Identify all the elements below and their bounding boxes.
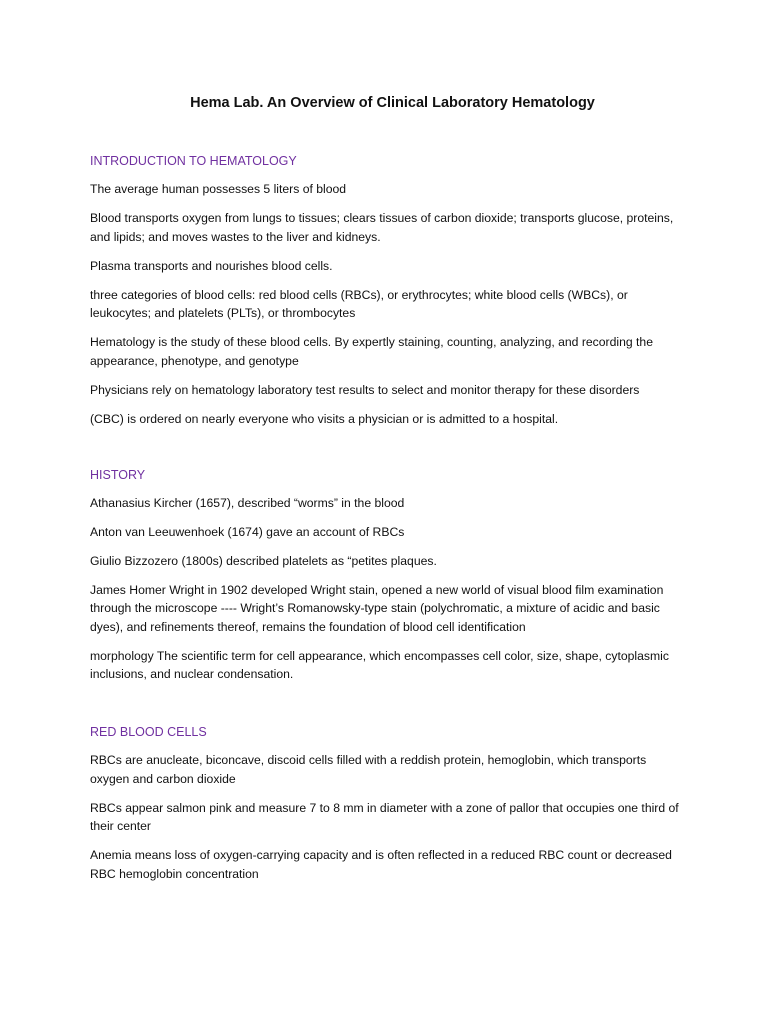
- paragraph: Hematology is the study of these blood cells. By expertly staining, counting, analyzing, and recording the appearance, phenotype, and genotype: [90, 335, 653, 368]
- section-history: [90, 467, 685, 684]
- paragraph: The average human possesses 5 liters of blood: [90, 182, 347, 196]
- paragraph: Athanasius Kircher (1657), described “worms” in the blood: [90, 495, 405, 510]
- paragraph: morphology The scientific term for cell appearance, which encompasses cell color, size, shape, cytoplasmic inclusions, and nuclear condensation.: [90, 648, 669, 681]
- paragraph: three categories of blood cells: red blood cells (RBCs), or erythrocytes; white blood cells (WBCs), or leukocytes; and platelets (PLTs), or thrombocytes: [90, 287, 628, 320]
- section-heading-introduction: INTRODUCTION TO HEMATOLOGY: [90, 154, 297, 168]
- section-spacer: [90, 439, 685, 467]
- paragraph: (CBC) is ordered on nearly everyone who visits a physician or is admitted to a hospital.: [90, 411, 559, 426]
- paragraph: Physicians rely on hematology laboratory test results to select and monitor therapy for these disorders: [90, 382, 640, 397]
- section-heading-red-blood-cells: RED BLOOD CELLS: [90, 725, 207, 739]
- paragraph: James Homer Wright in 1902 developed Wright stain, opened a new world of visual blood film examination through the microscope ---- Wright’s Romanowsky-type stain (polychromatic, a mixture of acidic and basic dyes), and refinements thereof, remains the foundation of blood cell identification: [90, 582, 664, 634]
- paragraph: Anton van Leeuwenhoek (1674) gave an account of RBCs: [90, 524, 405, 539]
- paragraph: Plasma transports and nourishes blood cells.: [90, 258, 333, 273]
- document-page: [90, 93, 685, 894]
- paragraph: RBCs appear salmon pink and measure 7 to 8 mm in diameter with a zone of pallor that occupies one third of their center: [90, 800, 679, 833]
- section-spacer: [90, 694, 685, 724]
- paragraph: Blood transports oxygen from lungs to tissues; clears tissues of carbon dioxide; transports glucose, proteins, and lipids; and moves wastes to the liver and kidneys.: [90, 211, 674, 244]
- section-red-blood-cells: [90, 724, 685, 883]
- section-introduction: [90, 153, 685, 428]
- document-title: Hema Lab. An Overview of Clinical Laboratory Hematology: [190, 95, 595, 111]
- section-heading-history: HISTORY: [90, 467, 146, 482]
- paragraph: Giulio Bizzozero (1800s) described platelets as “petites plaques.: [90, 553, 437, 568]
- paragraph: RBCs are anucleate, biconcave, discoid cells filled with a reddish protein, hemoglobin, which transports oxygen and carbon dioxide: [90, 753, 647, 786]
- paragraph: Anemia means loss of oxygen-carrying capacity and is often reflected in a reduced RBC count or decreased RBC hemoglobin concentration: [90, 848, 672, 881]
